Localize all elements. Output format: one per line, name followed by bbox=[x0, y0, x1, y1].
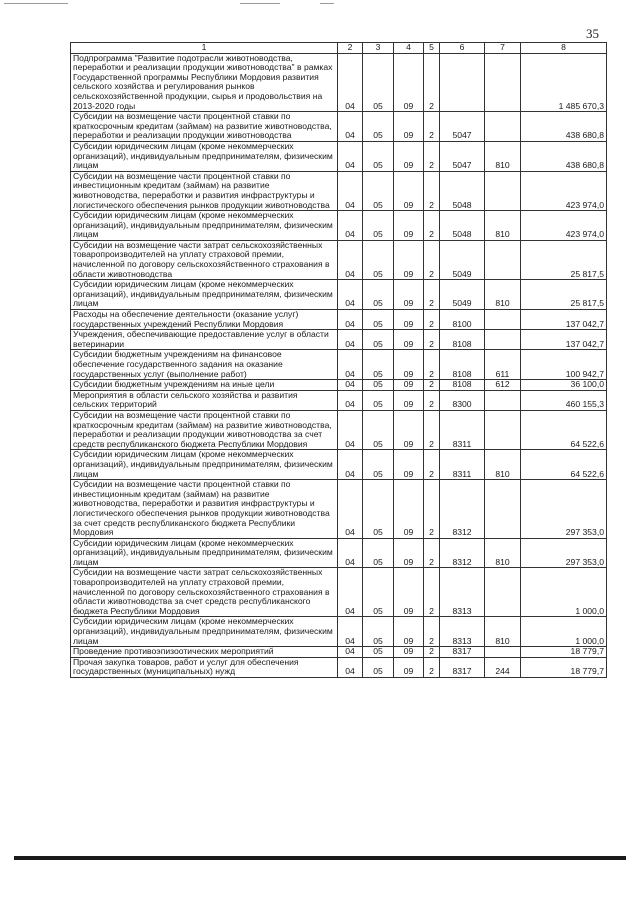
row-name-cell: Субсидии юридическим лицам (кроме некоммерческих организаций), индивидуальным предпринимателям, физическим лицам bbox=[71, 141, 338, 171]
code-cell-5: 2 bbox=[424, 350, 440, 380]
code-cell-5: 2 bbox=[424, 280, 440, 310]
code-cell-6: 8108 bbox=[440, 330, 485, 350]
code-cell-6: 8108 bbox=[440, 350, 485, 380]
code-cell-2: 04 bbox=[338, 240, 363, 279]
code-cell-3: 05 bbox=[363, 390, 394, 410]
table-row bbox=[71, 240, 607, 279]
code-cell-3: 05 bbox=[363, 280, 394, 310]
code-cell-5: 2 bbox=[424, 538, 440, 568]
table-row bbox=[71, 538, 607, 568]
code-cell-2: 04 bbox=[338, 538, 363, 568]
code-cell-6: 5049 bbox=[440, 240, 485, 279]
table-row bbox=[71, 53, 607, 112]
code-cell-6: 8313 bbox=[440, 617, 485, 647]
code-cell-4: 09 bbox=[394, 280, 424, 310]
amount-cell: 100 942,7 bbox=[521, 350, 607, 380]
code-cell-4: 09 bbox=[394, 657, 424, 677]
code-cell-3: 05 bbox=[363, 657, 394, 677]
code-cell-6: 5048 bbox=[440, 211, 485, 241]
code-cell-6: 8300 bbox=[440, 390, 485, 410]
row-name-cell: Субсидии юридическим лицам (кроме некоммерческих организаций), индивидуальным предпринимателям, физическим лицам bbox=[71, 538, 338, 568]
code-cell-7: 810 bbox=[485, 450, 521, 480]
header-cell: 6 bbox=[440, 43, 485, 54]
code-cell-2: 04 bbox=[338, 171, 363, 210]
table-row bbox=[71, 380, 607, 391]
code-cell-5: 2 bbox=[424, 112, 440, 142]
code-cell-6: 5047 bbox=[440, 112, 485, 142]
code-cell-4: 09 bbox=[394, 450, 424, 480]
code-cell-3: 05 bbox=[363, 211, 394, 241]
code-cell-3: 05 bbox=[363, 350, 394, 380]
code-cell-5: 2 bbox=[424, 240, 440, 279]
code-cell-6: 8312 bbox=[440, 538, 485, 568]
table-row bbox=[71, 112, 607, 142]
code-cell-2: 04 bbox=[338, 450, 363, 480]
code-cell-4: 09 bbox=[394, 647, 424, 658]
row-name-cell: Мероприятия в области сельского хозяйства и развития сельских территорий bbox=[71, 390, 338, 410]
code-cell-7 bbox=[485, 647, 521, 658]
header-cell: 3 bbox=[363, 43, 394, 54]
code-cell-3: 05 bbox=[363, 410, 394, 449]
code-cell-7 bbox=[485, 310, 521, 330]
table-header bbox=[71, 43, 607, 54]
header-cell: 5 bbox=[424, 43, 440, 54]
code-cell-3: 05 bbox=[363, 330, 394, 350]
code-cell-5: 2 bbox=[424, 480, 440, 539]
code-cell-7 bbox=[485, 480, 521, 539]
code-cell-4: 09 bbox=[394, 310, 424, 330]
amount-cell: 297 353,0 bbox=[521, 480, 607, 539]
code-cell-7: 810 bbox=[485, 617, 521, 647]
amount-cell: 438 680,8 bbox=[521, 141, 607, 171]
header-cell: 7 bbox=[485, 43, 521, 54]
table-row bbox=[71, 350, 607, 380]
code-cell-2: 04 bbox=[338, 380, 363, 391]
row-name-cell: Субсидии на возмещение части процентной ставки по краткосрочным кредитам (займам) на развитие животноводства, переработки и реализации продукции животноводства за счет средств республиканского бюджета Республики Мордовия bbox=[71, 410, 338, 449]
table-row bbox=[71, 310, 607, 330]
code-cell-2: 04 bbox=[338, 310, 363, 330]
code-cell-2: 04 bbox=[338, 280, 363, 310]
code-cell-5: 2 bbox=[424, 171, 440, 210]
code-cell-3: 05 bbox=[363, 450, 394, 480]
table-row bbox=[71, 171, 607, 210]
code-cell-2: 04 bbox=[338, 390, 363, 410]
code-cell-6: 5047 bbox=[440, 141, 485, 171]
code-cell-3: 05 bbox=[363, 617, 394, 647]
amount-cell: 137 042,7 bbox=[521, 330, 607, 350]
code-cell-3: 05 bbox=[363, 480, 394, 539]
code-cell-2: 04 bbox=[338, 480, 363, 539]
code-cell-6: 5049 bbox=[440, 280, 485, 310]
table-row bbox=[71, 211, 607, 241]
table-row bbox=[71, 410, 607, 449]
amount-cell: 64 522,6 bbox=[521, 410, 607, 449]
table-row bbox=[71, 280, 607, 310]
code-cell-5: 2 bbox=[424, 310, 440, 330]
code-cell-4: 09 bbox=[394, 390, 424, 410]
code-cell-3: 05 bbox=[363, 141, 394, 171]
amount-cell: 64 522,6 bbox=[521, 450, 607, 480]
row-name-cell: Субсидии на возмещение части процентной ставки по инвестиционным кредитам (займам) на развитие животноводства, переработки и развития инфраструктуры и логистического обеспечения рынков продукции животноводства за счет средств республиканского бюджета Республики Мордовия bbox=[71, 480, 338, 539]
code-cell-6: 8312 bbox=[440, 480, 485, 539]
code-cell-3: 05 bbox=[363, 112, 394, 142]
code-cell-2: 04 bbox=[338, 211, 363, 241]
code-cell-3: 05 bbox=[363, 171, 394, 210]
code-cell-5: 2 bbox=[424, 450, 440, 480]
code-cell-7 bbox=[485, 171, 521, 210]
code-cell-2: 04 bbox=[338, 112, 363, 142]
code-cell-5: 2 bbox=[424, 211, 440, 241]
code-cell-4: 09 bbox=[394, 112, 424, 142]
page-number: 35 bbox=[586, 26, 599, 41]
code-cell-5: 2 bbox=[424, 380, 440, 391]
code-cell-4: 09 bbox=[394, 211, 424, 241]
code-cell-3: 05 bbox=[363, 568, 394, 617]
code-cell-6: 8313 bbox=[440, 568, 485, 617]
code-cell-4: 09 bbox=[394, 171, 424, 210]
code-cell-3: 05 bbox=[363, 647, 394, 658]
row-name-cell: Расходы на обеспечение деятельности (оказание услуг) государственных учреждений Республики Мордовия bbox=[71, 310, 338, 330]
code-cell-5: 2 bbox=[424, 647, 440, 658]
code-cell-4: 09 bbox=[394, 538, 424, 568]
code-cell-4: 09 bbox=[394, 141, 424, 171]
code-cell-2: 04 bbox=[338, 657, 363, 677]
code-cell-4: 09 bbox=[394, 53, 424, 112]
header-cell: 2 bbox=[338, 43, 363, 54]
row-name-cell: Субсидии бюджетным учреждениям на финансовое обеспечение государственного задания на оказание государственных услуг (выполнение работ) bbox=[71, 350, 338, 380]
code-cell-2: 04 bbox=[338, 410, 363, 449]
scan-mark-right bbox=[320, 3, 334, 4]
row-name-cell: Субсидии на возмещение части затрат сельскохозяйственных товаропроизводителей на уплату страховой премии, начисленной по договору сельскохозяйственного страхования в области животноводства bbox=[71, 240, 338, 279]
code-cell-7: 810 bbox=[485, 141, 521, 171]
table-row bbox=[71, 617, 607, 647]
row-name-cell: Субсидии на возмещение части затрат сельскохозяйственных товаропроизводителей на уплату страховой премии, начисленной по договору сельскохозяйственного страхования в области животноводства за счет средств республиканского бюджета Республики Мордовия bbox=[71, 568, 338, 617]
row-name-cell: Субсидии юридическим лицам (кроме некоммерческих организаций), индивидуальным предпринимателям, физическим лицам bbox=[71, 211, 338, 241]
code-cell-7 bbox=[485, 390, 521, 410]
scan-mark-center bbox=[240, 3, 280, 4]
code-cell-4: 09 bbox=[394, 350, 424, 380]
code-cell-7 bbox=[485, 112, 521, 142]
code-cell-2: 04 bbox=[338, 568, 363, 617]
amount-cell: 297 353,0 bbox=[521, 538, 607, 568]
code-cell-7 bbox=[485, 53, 521, 112]
table-row bbox=[71, 647, 607, 658]
code-cell-6: 8317 bbox=[440, 647, 485, 658]
code-cell-3: 05 bbox=[363, 538, 394, 568]
code-cell-5: 2 bbox=[424, 141, 440, 171]
table-row bbox=[71, 450, 607, 480]
code-cell-2: 04 bbox=[338, 350, 363, 380]
header-cell: 1 bbox=[71, 43, 338, 54]
row-name-cell: Субсидии на возмещение части процентной ставки по инвестиционным кредитам (займам) на развитие животноводства, переработки и развития инфраструктуры и логистического обеспечения рынков продукции животноводства bbox=[71, 171, 338, 210]
code-cell-2: 04 bbox=[338, 53, 363, 112]
code-cell-7 bbox=[485, 410, 521, 449]
scan-mark-left bbox=[4, 3, 68, 4]
budget-table bbox=[70, 42, 607, 678]
table-row bbox=[71, 390, 607, 410]
table-body bbox=[71, 53, 607, 677]
code-cell-7 bbox=[485, 240, 521, 279]
row-name-cell: Проведение противоэпизоотических мероприятий bbox=[71, 647, 338, 658]
table-row bbox=[71, 330, 607, 350]
amount-cell: 423 974,0 bbox=[521, 211, 607, 241]
bottom-border-bar bbox=[14, 856, 626, 860]
code-cell-7: 612 bbox=[485, 380, 521, 391]
amount-cell: 137 042,7 bbox=[521, 310, 607, 330]
table-row bbox=[71, 141, 607, 171]
code-cell-5: 2 bbox=[424, 410, 440, 449]
code-cell-7: 810 bbox=[485, 280, 521, 310]
code-cell-6: 5048 bbox=[440, 171, 485, 210]
header-cell: 8 bbox=[521, 43, 607, 54]
code-cell-3: 05 bbox=[363, 53, 394, 112]
code-cell-2: 04 bbox=[338, 647, 363, 658]
code-cell-4: 09 bbox=[394, 380, 424, 391]
row-name-cell: Субсидии бюджетным учреждениям на иные цели bbox=[71, 380, 338, 391]
code-cell-7: 810 bbox=[485, 538, 521, 568]
code-cell-7 bbox=[485, 330, 521, 350]
code-cell-6: 8100 bbox=[440, 310, 485, 330]
code-cell-4: 09 bbox=[394, 568, 424, 617]
code-cell-5: 2 bbox=[424, 568, 440, 617]
code-cell-6 bbox=[440, 53, 485, 112]
amount-cell: 438 680,8 bbox=[521, 112, 607, 142]
code-cell-7: 244 bbox=[485, 657, 521, 677]
code-cell-5: 2 bbox=[424, 617, 440, 647]
code-cell-7: 611 bbox=[485, 350, 521, 380]
amount-cell: 460 155,3 bbox=[521, 390, 607, 410]
code-cell-3: 05 bbox=[363, 380, 394, 391]
header-row bbox=[71, 43, 607, 54]
code-cell-3: 05 bbox=[363, 310, 394, 330]
table-row bbox=[71, 568, 607, 617]
code-cell-7: 810 bbox=[485, 211, 521, 241]
amount-cell: 36 100,0 bbox=[521, 380, 607, 391]
table-row bbox=[71, 657, 607, 677]
code-cell-4: 09 bbox=[394, 480, 424, 539]
code-cell-5: 2 bbox=[424, 53, 440, 112]
amount-cell: 18 779,7 bbox=[521, 657, 607, 677]
amount-cell: 1 000,0 bbox=[521, 617, 607, 647]
code-cell-6: 8311 bbox=[440, 410, 485, 449]
row-name-cell: Учреждения, обеспечивающие предоставление услуг в области ветеринарии bbox=[71, 330, 338, 350]
table-row bbox=[71, 480, 607, 539]
row-name-cell: Субсидии юридическим лицам (кроме некоммерческих организаций), индивидуальным предпринимателям, физическим лицам bbox=[71, 450, 338, 480]
code-cell-4: 09 bbox=[394, 410, 424, 449]
code-cell-2: 04 bbox=[338, 617, 363, 647]
code-cell-5: 2 bbox=[424, 390, 440, 410]
amount-cell: 423 974,0 bbox=[521, 171, 607, 210]
code-cell-7 bbox=[485, 568, 521, 617]
row-name-cell: Субсидии юридическим лицам (кроме некоммерческих организаций), индивидуальным предпринимателям, физическим лицам bbox=[71, 617, 338, 647]
code-cell-4: 09 bbox=[394, 330, 424, 350]
code-cell-6: 8108 bbox=[440, 380, 485, 391]
code-cell-6: 8317 bbox=[440, 657, 485, 677]
row-name-cell: Субсидии юридическим лицам (кроме некоммерческих организаций), индивидуальным предпринимателям, физическим лицам bbox=[71, 280, 338, 310]
code-cell-4: 09 bbox=[394, 617, 424, 647]
amount-cell: 1 485 670,3 bbox=[521, 53, 607, 112]
code-cell-5: 2 bbox=[424, 330, 440, 350]
header-cell: 4 bbox=[394, 43, 424, 54]
code-cell-5: 2 bbox=[424, 657, 440, 677]
row-name-cell: Субсидии на возмещение части процентной ставки по краткосрочным кредитам (займам) на развитие животноводства, переработки и реализации продукции животноводства bbox=[71, 112, 338, 142]
code-cell-4: 09 bbox=[394, 240, 424, 279]
amount-cell: 25 817,5 bbox=[521, 280, 607, 310]
amount-cell: 25 817,5 bbox=[521, 240, 607, 279]
code-cell-2: 04 bbox=[338, 141, 363, 171]
code-cell-2: 04 bbox=[338, 330, 363, 350]
amount-cell: 18 779,7 bbox=[521, 647, 607, 658]
code-cell-3: 05 bbox=[363, 240, 394, 279]
row-name-cell: Подпрограмма "Развитие подотрасли животноводства, переработки и реализации продукции животноводства" в рамках Государственной программы Республики Мордовия развития сельского хозяйства и регулирования рынков сельскохозяйственной продукции, сырья и продовольствия на 2013-2020 годы bbox=[71, 53, 338, 112]
amount-cell: 1 000,0 bbox=[521, 568, 607, 617]
row-name-cell: Прочая закупка товаров, работ и услуг для обеспечения государственных (муниципальных) нужд bbox=[71, 657, 338, 677]
code-cell-6: 8311 bbox=[440, 450, 485, 480]
